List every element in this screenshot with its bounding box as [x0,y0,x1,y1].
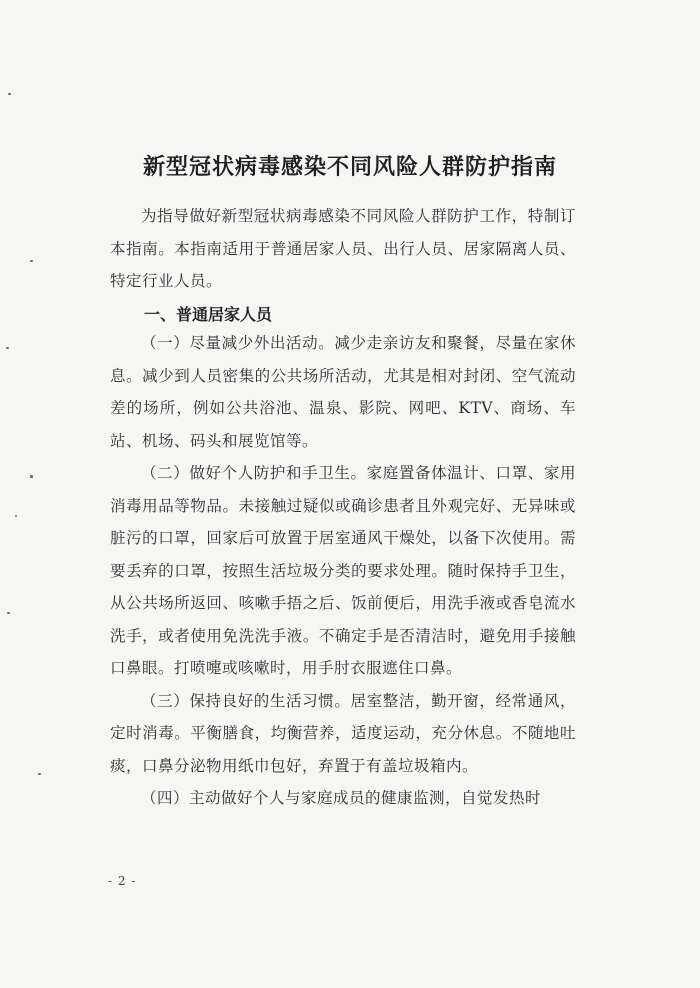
section-heading: 一、普通居家人员 [144,305,273,324]
paragraph-2: （二）做好个人防护和手卫生。家庭置备体温计、口罩、家用消毒用品等物品。未接触过疑似或确诊患者且外观完好、无异味或脏污的口罩，回家后可放置于居室通风干燥处，以备下次使用。需要丢弃的口罩，按照生活垃圾分类的要求处理。随时保持手卫生，从公共场所返回、咳嗽手捂之后、饭前便后，用洗手液或香皂流水洗手，或者使用免洗洗手液。不确定手是否清洁时，避免用手接触口鼻眼。打喷嚏或咳嗽时，用手肘衣服遮住口鼻。 [110,464,576,677]
intro-paragraph: 为指导做好新型冠状病毒感染不同风险人群防护工作，特制订本指南。本指南适用于普通居家人员、出行人员、居家隔离人员、特定行业人员。 [110,207,576,290]
document-title: 新型冠状病毒感染不同风险人群防护指南 [142,155,557,180]
scan-mark [6,347,9,349]
section1-body [110,327,576,815]
paragraph-4: （四）主动做好个人与家庭成员的健康监测，自觉发热时 [141,789,542,807]
paragraph-3: （三）保持良好的生活习惯。居室整洁，勤开窗，经常通风，定时消毒。平衡膳食，均衡营养，适度运动，充分休息。不随地吐痰，口鼻分泌物用纸巾包好，弃置于有盖垃圾箱内。 [110,691,576,775]
scan-mark [7,612,10,614]
paragraph-1: （一）尽量减少外出活动。减少走亲访友和聚餐，尽量在家休息。减少到人员密集的公共场所活动，尤其是相对封闭、空气流动差的场所，例如公共浴池、温泉、影院、网吧、KTV、商场、车站、机场、码头和展览馆等。 [110,334,576,450]
scan-mark [15,515,17,517]
scan-mark [30,475,33,478]
scan-mark [30,260,33,262]
page-number: - 2 - [108,874,137,888]
scan-mark [38,773,41,775]
intro-block [110,200,576,298]
scan-mark [8,93,11,95]
